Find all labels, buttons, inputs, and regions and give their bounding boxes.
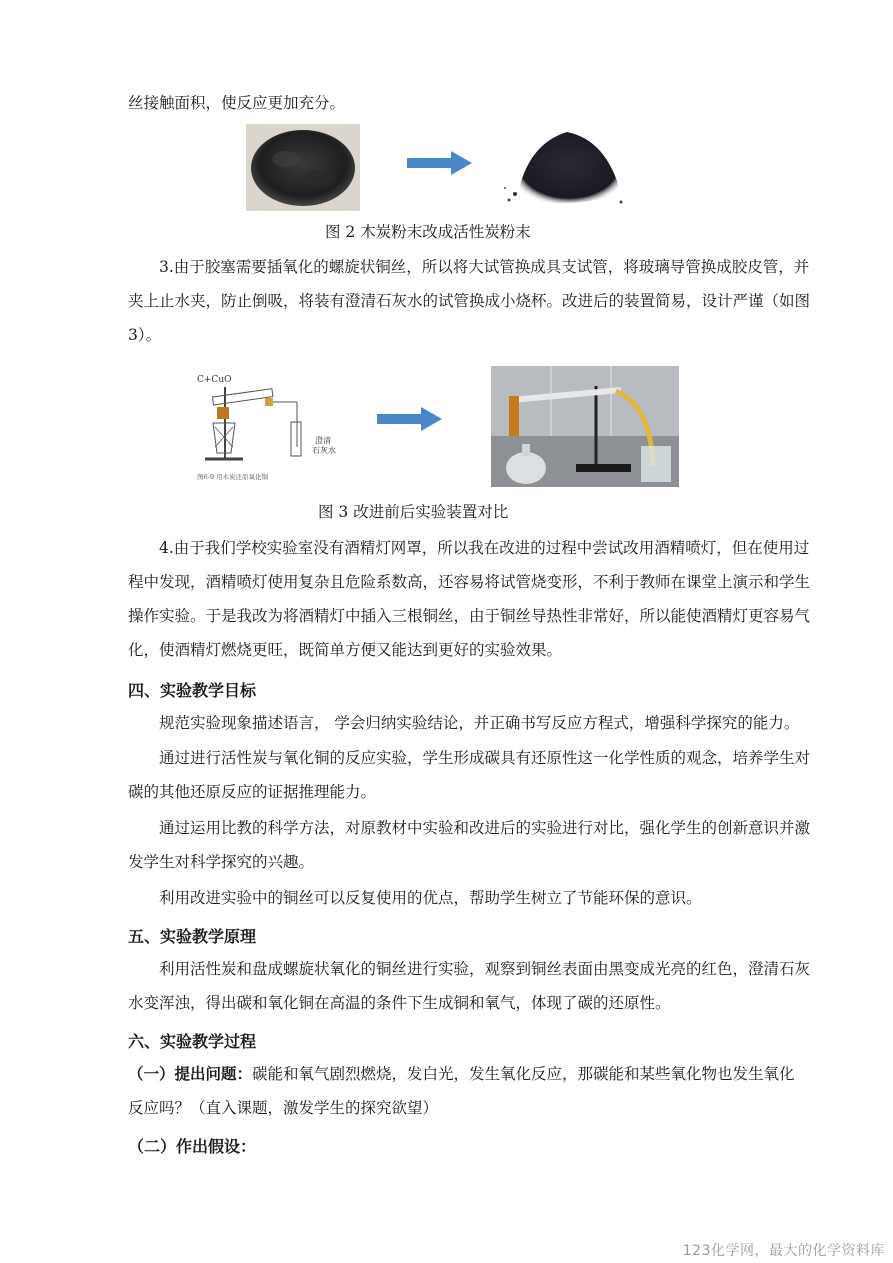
charcoal-powder-photo — [246, 124, 360, 211]
step-1-label: （一）提出问题： — [128, 1065, 253, 1083]
step-1-text: 碳能和氧气剧烈燃烧，发白光，发生氧化反应，那碳能和某些氧化物也发生氧化反应吗？（直入课题，激发学生的探究欲望） — [128, 1065, 795, 1117]
section-heading-6: 六、实验教学过程 — [128, 1032, 257, 1051]
improved-apparatus-photo — [491, 366, 679, 487]
step-2-label: （二）作出假设： — [128, 1137, 257, 1156]
step-1-paragraph — [128, 1057, 810, 1125]
diagram-reagent-label: C+CuO — [197, 375, 232, 385]
arrow-right-icon — [377, 406, 443, 432]
section-heading-5: 五、实验教学原理 — [128, 927, 257, 946]
footer-watermark: 123化学网，最大的化学资料库 — [682, 1243, 885, 1259]
goal-4: 利用改进实验中的铜丝可以反复使用的优点，帮助学生树立了节能环保的意识。 — [159, 889, 702, 907]
activated-carbon-photo — [497, 124, 631, 211]
figure-3-caption: 图 3 改进前后实验装置对比 — [318, 503, 509, 521]
paragraph-continuation: 丝接触面积，使反应更加充分。 — [128, 94, 346, 112]
figure-2-caption: 图 2 木炭粉末改成活性炭粉末 — [325, 223, 531, 241]
diagram-limewater-label-1: 澄清 — [315, 436, 331, 445]
arrow-right-icon — [407, 150, 473, 176]
paragraph-4: 4.由于我们学校实验室没有酒精灯网罩，所以我在改进的过程中尝试改用酒精喷灯，但在使用过程中发现，酒精喷灯使用复杂且危险系数高，还容易将试管烧变形，不利于教师在课堂上演示和学生操作实验。于是我改为将酒精灯中插入三根铜丝，由于铜丝导热性非常好，所以能使酒精灯更容易气化，使酒精灯燃烧更旺，既简单方便又能达到更好的实验效果。 — [128, 539, 811, 659]
goal-3: 通过运用比教的科学方法，对原教材中实验和改进后的实验进行对比，强化学生的创新意识并激发学生对科学探究的兴趣。 — [128, 819, 811, 871]
goal-1: 规范实验现象描述语言， 学会归纳实验结论，并正确书写反应方程式，增强科学探究的能力。 — [159, 714, 800, 732]
diagram-limewater-label-2: 石灰水 — [312, 446, 336, 455]
principle-paragraph: 利用活性炭和盘成螺旋状氧化的铜丝进行实验，观察到铜丝表面由黑变成光亮的红色，澄清石灰水变浑浊，得出碳和氧化铜在高温的条件下生成铜和氧气，体现了碳的还原性。 — [128, 960, 811, 1012]
section-heading-4: 四、实验教学目标 — [128, 681, 257, 700]
diagram-figure-label: 图6-9 用木炭还原氧化铜 — [197, 473, 269, 481]
paragraph-3: 3.由于胶塞需要插氧化的螺旋状铜丝，所以将大试管换成具支试管，将玻璃导管换成胶皮管，并夹上止水夹，防止倒吸，将装有澄清石灰水的试管换成小烧杯。改进后的装置简易，设计严谨（如图 3）。 — [128, 258, 811, 344]
original-apparatus-diagram — [195, 367, 345, 485]
goal-2: 通过进行活性炭与氧化铜的反应实验，学生形成碳具有还原性这一化学性质的观念，培养学生对碳的其他还原反应的证据推理能力。 — [128, 749, 811, 801]
